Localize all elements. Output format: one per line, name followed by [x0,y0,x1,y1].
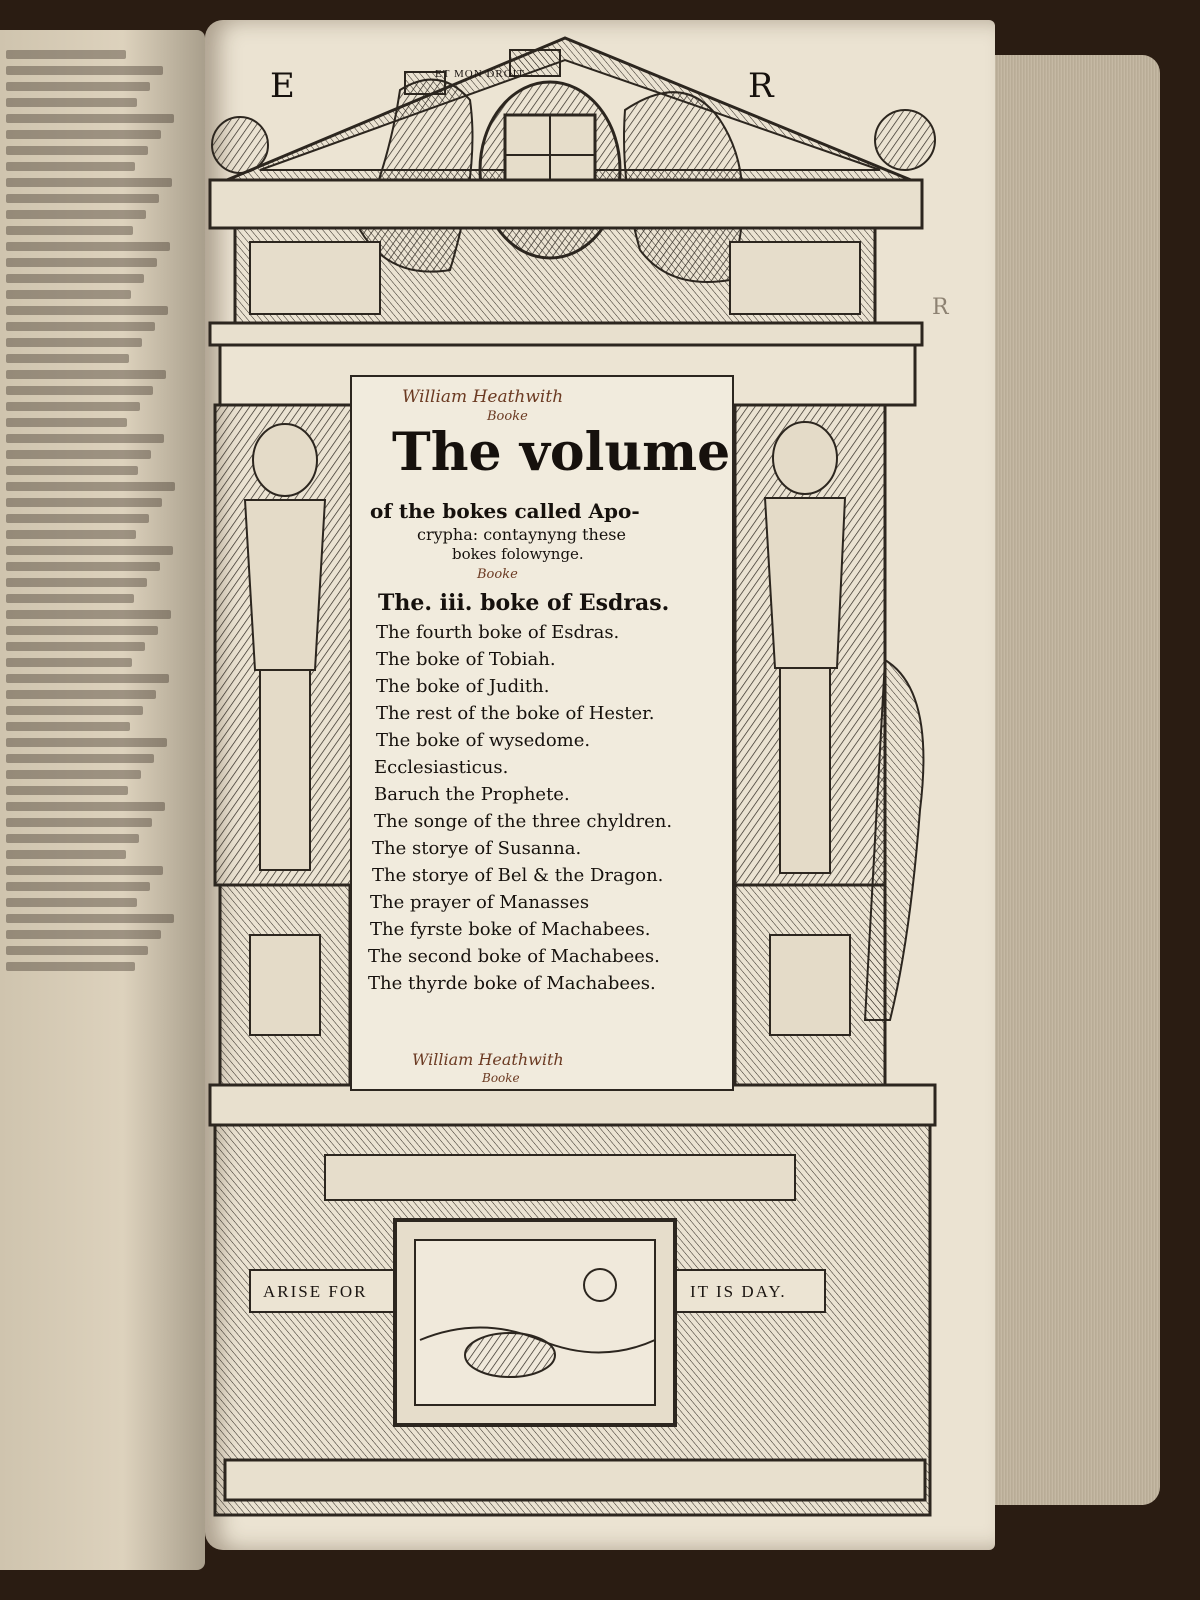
title-panel [350,375,734,1091]
left-page-text-line [6,386,153,395]
corner-letter-left: E [270,66,295,106]
book-item-1: The. iii. boke of Esdras. [378,590,670,616]
left-page-text-line [6,898,137,907]
left-page-text-line [6,562,160,571]
edge-letter: R [932,295,949,320]
left-page-text-line [6,498,162,507]
left-page-text-line [6,466,138,475]
left-page-text-line [6,114,174,123]
title-page [205,20,995,1550]
book-item-5: The rest of the boke of Hester. [376,703,655,724]
title-line-4: bokes folowynge. [452,545,584,563]
book-item-3: The boke of Tobiah. [376,649,556,670]
left-page-text-line [6,66,163,75]
left-page-text-line [6,354,129,363]
left-page-text-line [6,802,165,811]
motto-banner-left: ARISE FOR [263,1282,368,1301]
left-page-text-line [6,866,163,875]
book-item-13: The fyrste boke of Machabees. [370,919,651,940]
book-item-8: Baruch the Prophete. [374,784,570,805]
left-page-text-line [6,594,134,603]
left-page-text-line [6,914,174,923]
book-item-14: The second boke of Machabees. [368,946,660,967]
left-page-text-line [6,642,145,651]
left-page-text-line [6,546,173,555]
inscription-bottom-name: William Heathwith [412,1050,564,1069]
inscription-mid-book: Booke [477,567,518,582]
left-page-text-line [6,418,127,427]
left-page-text-line [6,818,152,827]
left-page-text-line [6,338,142,347]
left-page-text-line [6,274,144,283]
left-page-text-line [6,402,140,411]
book-item-2: The fourth boke of Esdras. [376,622,620,643]
left-page-text-line [6,370,166,379]
left-page-text-line [6,434,164,443]
book-item-7: Ecclesiasticus. [374,757,509,778]
left-page-text-line [6,962,135,971]
left-page-text-line [6,658,132,667]
left-page-text-line [6,882,150,891]
title-heading: The volume [392,422,731,483]
left-page-text-line [6,162,135,171]
left-page-text-line [6,258,157,267]
crest-motto: ET MON DROIT [435,68,526,80]
left-page-text-line [6,626,158,635]
left-page-text-line [6,290,131,299]
left-page-text-line [6,850,126,859]
title-line-3: crypha: contaynyng these [417,525,626,544]
left-page-text-line [6,130,161,139]
left-page-text-line [6,706,143,715]
corner-letter-right: R [748,66,774,106]
book-item-4: The boke of Judith. [376,676,550,697]
left-page-text-line [6,834,139,843]
left-page-text-line [6,242,170,251]
inscription-top-book: Booke [487,409,528,424]
left-page-text-line [6,946,148,955]
left-page-text-line [6,194,159,203]
left-page-text-line [6,722,130,731]
title-line-2: of the bokes called Apo- [370,499,640,523]
book-fore-edge [985,55,1160,1505]
left-page-text-line [6,98,137,107]
left-page-text-line [6,610,171,619]
left-page-text-line [6,178,172,187]
left-page-text-line [6,226,133,235]
left-page-text-line [6,578,147,587]
book-item-12: The prayer of Manasses [370,892,590,913]
book-item-9: The songe of the three chyldren. [374,811,673,832]
motto-banner-right: IT IS DAY. [690,1282,787,1301]
left-page-text-line [6,690,156,699]
left-page-text-line [6,306,168,315]
left-page-text-line [6,482,175,491]
left-page-text-line [6,738,167,747]
left-page-text-line [6,210,146,219]
book-item-15: The thyrde boke of Machabees. [368,973,656,994]
book-item-6: The boke of wysedome. [376,730,591,751]
inscription-bottom-book: Booke [482,1071,520,1085]
left-page-text-line [6,754,154,763]
inscription-top-name: William Heathwith [402,387,564,407]
book-item-10: The storye of Susanna. [372,838,582,859]
left-page [0,30,205,1570]
left-page-text-line [6,770,141,779]
left-page-text-line [6,146,148,155]
left-page-text-line [6,930,161,939]
left-page-text-line [6,530,136,539]
left-page-text-line [6,450,151,459]
left-page-text-line [6,674,169,683]
left-page-text-line [6,514,149,523]
left-page-text-line [6,82,150,91]
left-page-text-line [6,50,126,59]
left-page-text-line [6,786,128,795]
left-page-text-line [6,322,155,331]
book-item-11: The storye of Bel & the Dragon. [372,865,664,886]
